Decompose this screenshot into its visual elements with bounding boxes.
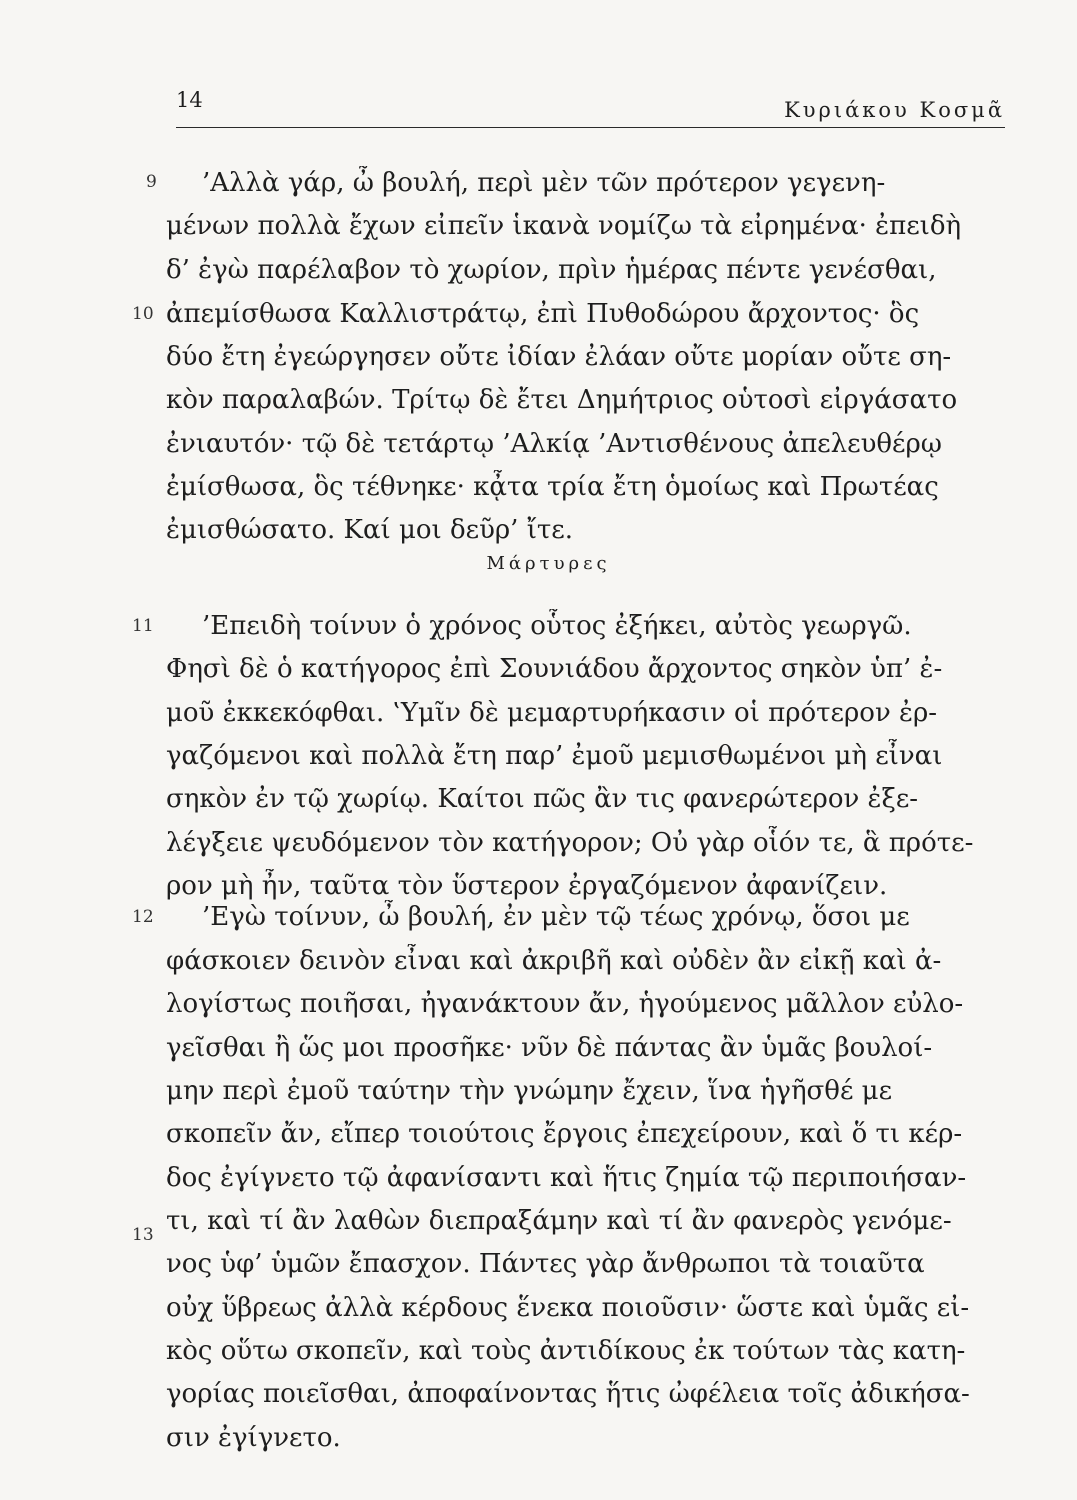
text-line: οὐχ ὕβρεως ἀλλὰ κέρδους ἕνεκα ποιοῦσιν· ὥστε καὶ ὑμᾶς εἰ- [166,1293,970,1323]
text-line: ἐμισθώσατο. Καί μοι δεῦρ’ ἴτε. [166,515,574,545]
text-line: σηκὸν ἐν τῷ χωρίῳ. Καίτοι πῶς ἂν τις φανερώτερον ἐξε- [166,784,919,814]
text-line: σιν ἐγίγνετο. [166,1423,341,1453]
witnesses-heading: Μάρτυρες [486,553,611,574]
section-number-13: 13 [132,1225,154,1245]
text-line: ’Επειδὴ τοίνυν ὁ χρόνος οὗτος ἐξήκει, αὐτὸς γεωργῶ. [202,611,912,641]
text-line: τι, καὶ τί ἂν λαθὼν διεπραξάμην καὶ τί ἂν φανερὸς γενόμε- [166,1206,952,1236]
text-line: γαζόμενοι καὶ πολλὰ ἔτη παρ’ ἐμοῦ μεμισθωμένοι μὴ εἶναι [166,741,943,771]
text-line: μοῦ ἐκκεκόφθαι. ‛Υμῖν δὲ μεμαρτυρήκασιν οἱ πρότερον ἐρ- [166,698,938,728]
text-line: μην περὶ ἐμοῦ ταύτην τὴν γνώμην ἔχειν, ἵνα ἡγῆσθέ με [166,1076,893,1106]
text-line: κὸς οὕτω σκοπεῖν, καὶ τοὺς ἀντιδίκους ἐκ τούτων τὰς κατη- [166,1336,966,1366]
text-line: νος ὑφ’ ὑμῶν ἔπασχον. Πάντες γὰρ ἄνθρωποι τὰ τοιαῦτα [166,1249,925,1279]
section-number-10: 10 [132,304,154,324]
text-line: ἐνιαυτόν· τῷ δὲ τετάρτῳ ’Αλκίᾳ ’Αντισθένους ἀπελευθέρῳ [166,429,942,459]
text-line: ἀπεμίσθωσα Καλλιστράτῳ, ἐπὶ Πυθοδώρου ἄρχοντος· ὃς [166,299,920,329]
page-number: 14 [176,88,203,112]
text-line: σκοπεῖν ἄν, εἴπερ τοιούτοις ἔργοις ἐπεχείρουν, καὶ ὅ τι κέρ- [166,1119,963,1149]
running-title: Κυριάκου Κοσμᾶ [784,98,1005,122]
text-line: δύο ἔτη ἐγεώργησεν οὔτε ἰδίαν ἐλάαν οὔτε μορίαν οὔτε ση- [166,342,952,372]
text-line: λέγξειε ψευδόμενον τὸν κατήγορον; Οὐ γὰρ οἷόν τε, ἃ πρότε- [166,828,974,858]
section-number-11: 11 [132,616,154,636]
text-line: γεῖσθαι ἢ ὥς μοι προσῆκε· νῦν δὲ πάντας ἂν ὑμᾶς βουλοί- [166,1033,933,1063]
text-line: Φησὶ δὲ ὁ κατήγορος ἐπὶ Σουνιάδου ἄρχοντος σηκὸν ὑπ’ ἐ- [166,654,943,684]
header-rule [176,127,1005,128]
text-line: δ’ ἐγὼ παρέλαβον τὸ χωρίον, πρὶν ἡμέρας πέντε γενέσθαι, [166,255,937,285]
text-line: λογίστως ποιῆσαι, ἠγανάκτουν ἄν, ἡγούμενος μᾶλλον εὐλο- [166,989,964,1019]
section-number-9: 9 [146,172,157,192]
text-line: κὸν παραλαβών. Τρίτῳ δὲ ἔτει Δημήτριος οὑτοσὶ εἰργάσατο [166,385,958,415]
text-line: ἐμίσθωσα, ὃς τέθνηκε· κᾆτα τρία ἔτη ὁμοίως καὶ Πρωτέας [166,472,939,502]
text-line: ’Αλλὰ γάρ, ὦ βουλή, περὶ μὲν τῶν πρότερον γεγενη- [202,168,886,198]
text-line: ρον μὴ ἦν, ταῦτα τὸν ὕστερον ἐργαζόμενον ἀφανίζειν. [166,871,888,901]
text-line: δος ἐγίγνετο τῷ ἀφανίσαντι καὶ ἥτις ζημία τῷ περιποιήσαν- [166,1163,967,1193]
text-line: μένων πολλὰ ἔχων εἰπεῖν ἱκανὰ νομίζω τὰ εἰρημένα· ἐπειδὴ [166,211,962,241]
section-number-12: 12 [132,907,154,927]
text-line: γορίας ποιεῖσθαι, ἀποφαίνοντας ἥτις ὠφέλεια τοῖς ἀδικήσα- [166,1379,970,1409]
text-line: ’Εγὼ τοίνυν, ὦ βουλή, ἐν μὲν τῷ τέως χρόνῳ, ὅσοι με [202,902,910,932]
text-line: φάσκοιεν δεινὸν εἶναι καὶ ἀκριβῆ καὶ οὐδὲν ἂν εἰκῇ καὶ ἀ- [166,946,942,976]
